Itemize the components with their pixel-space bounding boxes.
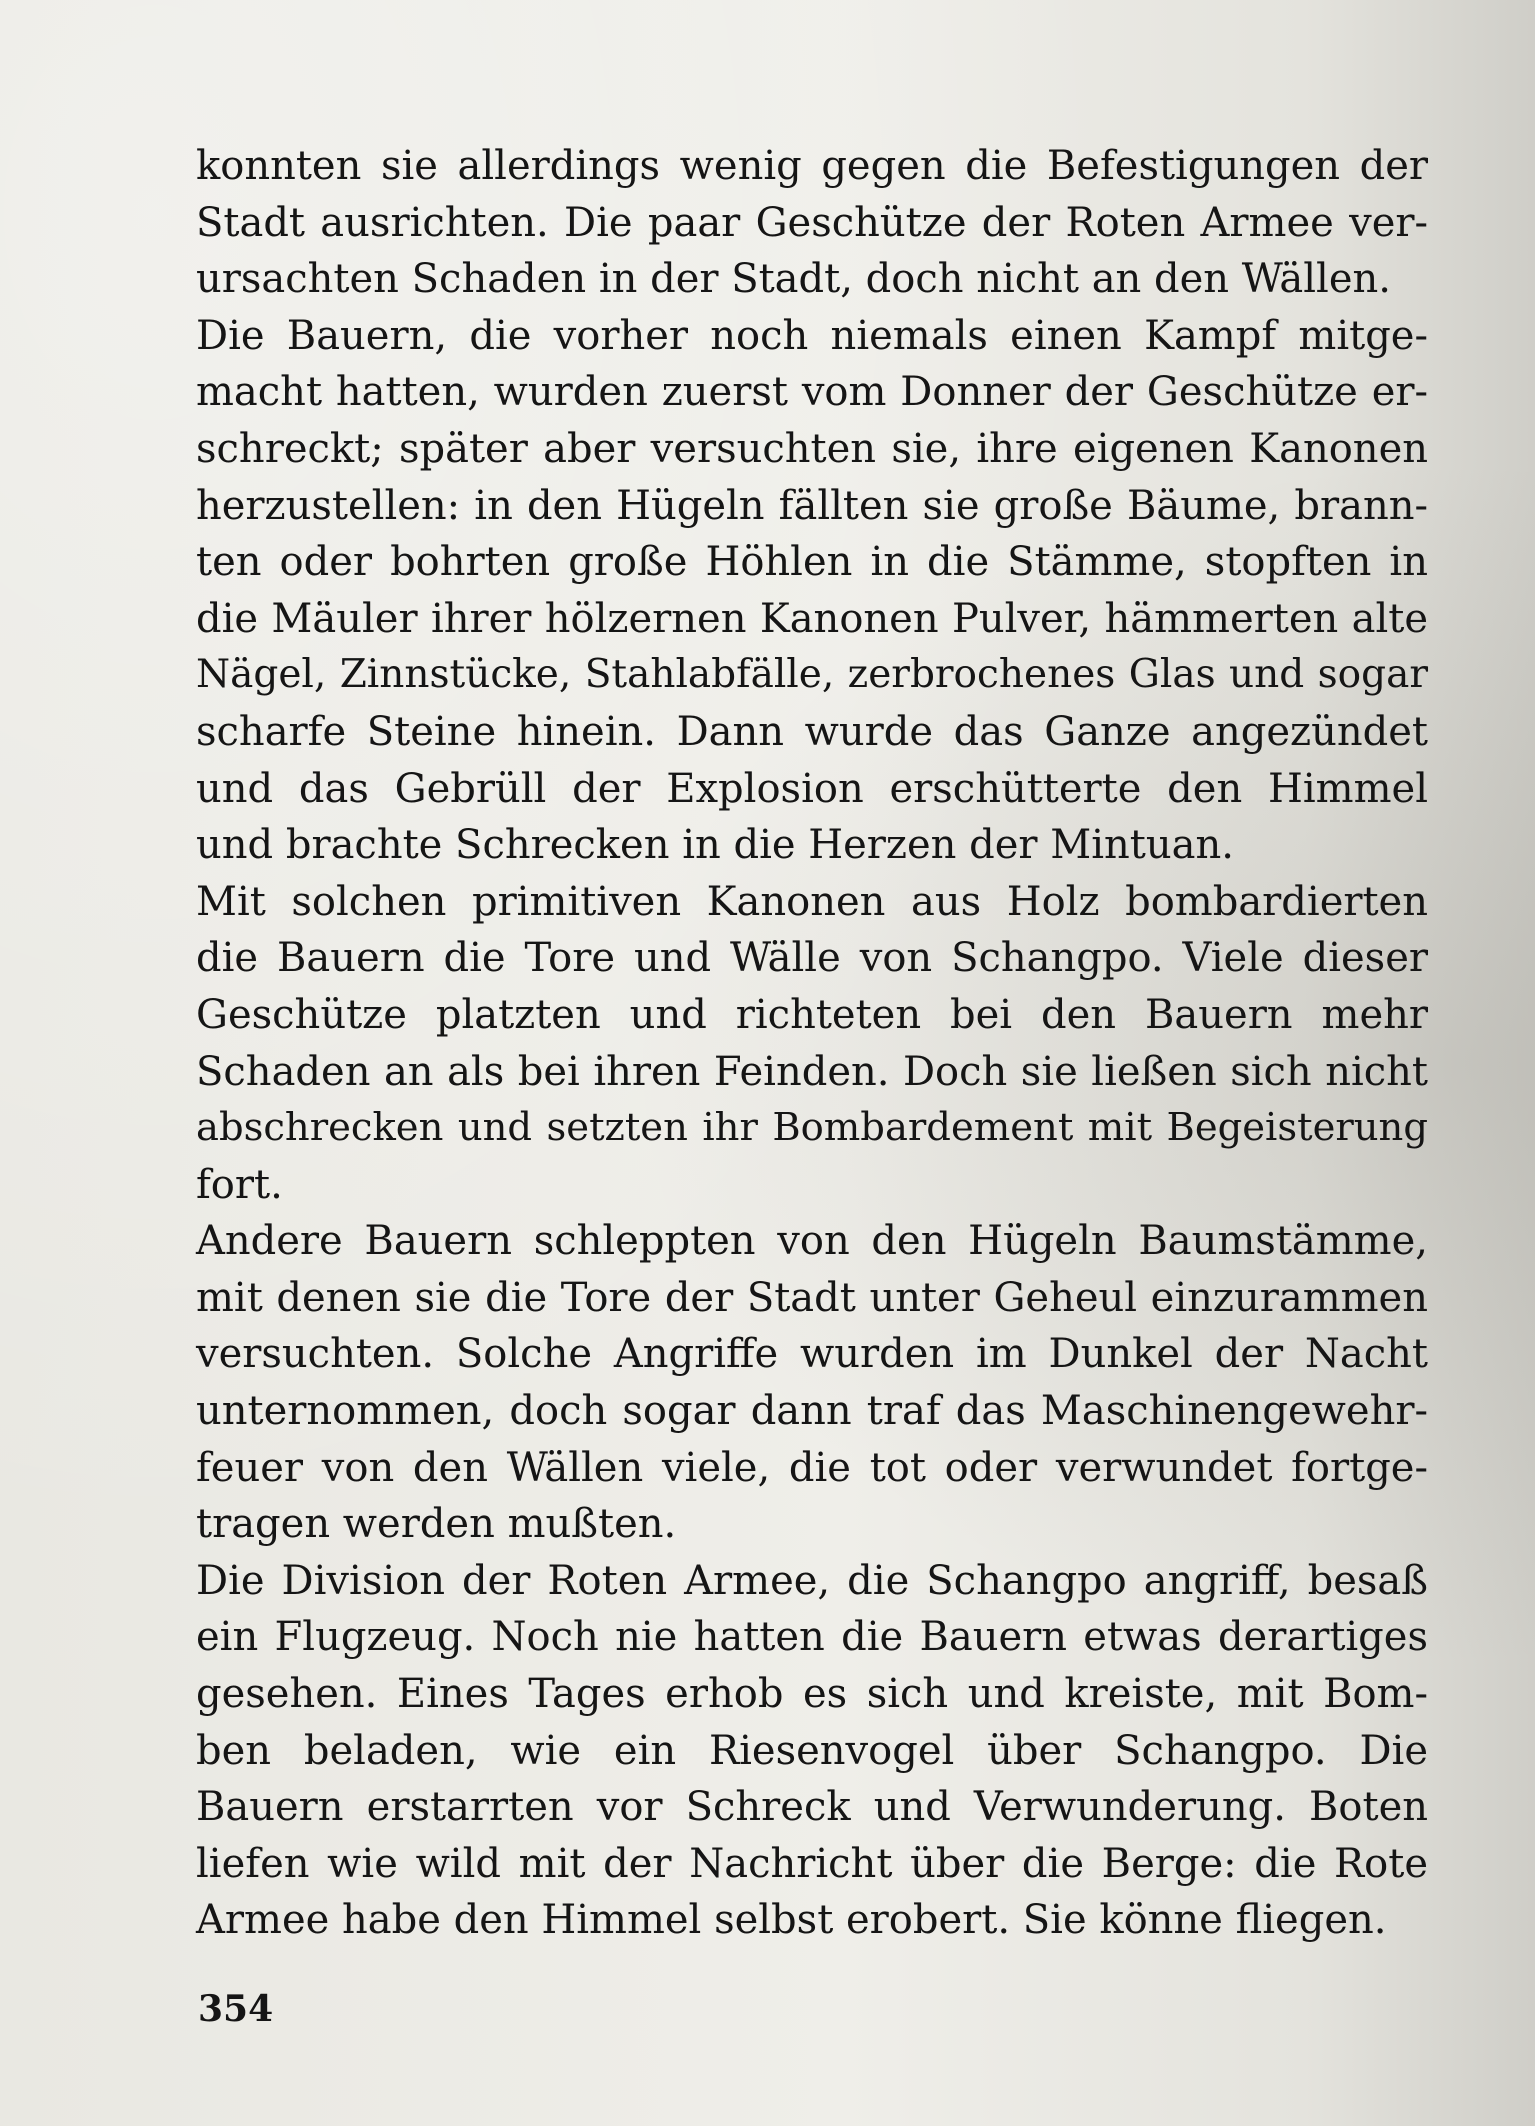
text-line: Nägel, Zinnstücke, Stahlabfälle, zerbrochenes Glas und sogar <box>196 652 1428 698</box>
text-line: Schaden an als bei ihren Feinden. Doch sie ließen sich nicht <box>196 1048 1428 1095</box>
text-line: Stadt ausrichten. Die paar Geschütze der Roten Armee ver- <box>196 199 1428 246</box>
text-line: tragen werden mußten. <box>196 1501 677 1548</box>
text-line: schreckt; später aber versuchten sie, ihre eigenen Kanonen <box>196 425 1428 472</box>
text-line: Armee habe den Himmel selbst erobert. Sie könne fliegen. <box>196 1897 1387 1944</box>
text-line: Mit solchen primitiven Kanonen aus Holz bombardierten <box>196 878 1428 925</box>
text-line: die Bauern die Tore und Wälle von Schangpo. Viele dieser <box>196 935 1428 982</box>
page-number: 354 <box>198 1988 274 2030</box>
text-line: versuchten. Solche Angriffe wurden im Dunkel der Nacht <box>196 1331 1428 1378</box>
text-line: ursachten Schaden in der Stadt, doch nicht an den Wällen. <box>196 256 1391 303</box>
text-line: abschrecken und setzten ihr Bombardement mit Begeisterung <box>196 1105 1428 1151</box>
text-line: gesehen. Eines Tages erhob es sich und kreiste, mit Bom- <box>196 1671 1428 1718</box>
text-line: mit denen sie die Tore der Stadt unter Geheul einzurammen <box>196 1274 1428 1321</box>
text-line: ten oder bohrten große Höhlen in die Stämme, stopften in <box>196 539 1428 586</box>
text-line: Die Division der Roten Armee, die Schangpo angriff, besaß <box>196 1557 1428 1604</box>
text-line: die Mäuler ihrer hölzernen Kanonen Pulver, hämmerten alte <box>196 595 1428 642</box>
text-line: konnten sie allerdings wenig gegen die Befestigungen der <box>196 143 1428 189</box>
text-line: ein Flugzeug. Noch nie hatten die Bauern etwas derartiges <box>196 1614 1428 1661</box>
text-line: macht hatten, wurden zuerst vom Donner der Geschütze er- <box>196 369 1428 416</box>
text-line: Geschütze platzten und richteten bei den Bauern mehr <box>196 991 1428 1038</box>
text-line: feuer von den Wällen viele, die tot oder verwundet fortge- <box>196 1444 1428 1491</box>
text-line: scharfe Steine hinein. Dann wurde das Ganze angezündet <box>196 708 1428 755</box>
text-line: liefen wie wild mit der Nachricht über die Berge: die Rote <box>196 1840 1428 1887</box>
text-line: unternommen, doch sogar dann traf das Maschinengewehr- <box>196 1388 1428 1435</box>
text-line: herzustellen: in den Hügeln fällten sie große Bäume, brann- <box>196 482 1428 529</box>
text-line: Die Bauern, die vorher noch niemals einen Kampf mitge- <box>196 312 1428 359</box>
text-line: Bauern erstarrten vor Schreck und Verwunderung. Boten <box>196 1784 1428 1831</box>
text-line: ben beladen, wie ein Riesenvogel über Schangpo. Die <box>196 1727 1428 1774</box>
text-line: und brachte Schrecken in die Herzen der Mintuan. <box>196 822 1234 869</box>
body-text <box>196 138 1428 1949</box>
text-line: und das Gebrüll der Explosion erschütterte den Himmel <box>196 765 1428 812</box>
text-line: fort. <box>196 1161 283 1208</box>
text-line: Andere Bauern schleppten von den Hügeln Baumstämme, <box>196 1218 1428 1265</box>
